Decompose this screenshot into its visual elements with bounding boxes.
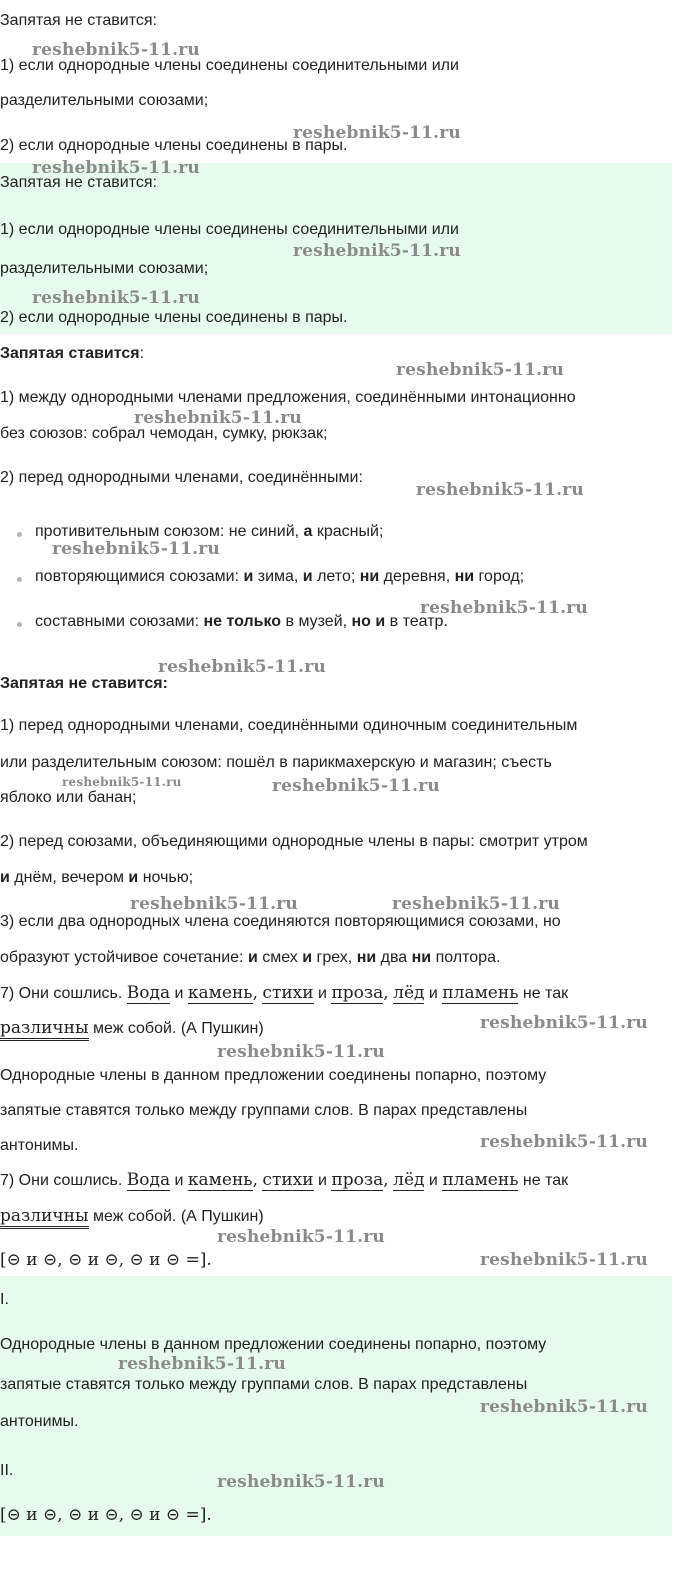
conjunction: и bbox=[424, 985, 443, 1002]
rule-heading: Запятая не ставится: bbox=[0, 12, 157, 29]
subject-word: лёд bbox=[393, 983, 425, 1003]
text-run: смех bbox=[257, 949, 303, 966]
subject-word: стихи bbox=[262, 983, 314, 1003]
subject-word: Вода bbox=[126, 983, 171, 1003]
heading-text: Запятая не ставится: bbox=[0, 675, 168, 692]
text-run: город; bbox=[474, 568, 525, 585]
conjunction: и bbox=[170, 985, 188, 1002]
answer-label: II. bbox=[0, 1462, 14, 1479]
conjunction: и bbox=[313, 1172, 332, 1189]
watermark: reshebnik5-11.ru bbox=[480, 1250, 648, 1270]
text-run: полтора. bbox=[431, 949, 501, 966]
answer-label: I. bbox=[0, 1291, 9, 1308]
bullet-item bbox=[35, 568, 524, 586]
text-run: составными союзами: bbox=[35, 613, 204, 630]
subject-word: пламень bbox=[442, 983, 519, 1003]
subject-word: камень bbox=[187, 983, 253, 1003]
explanation-line: запятые ставятся только между группами слов. В парах представлены bbox=[0, 1102, 528, 1119]
bold-conjunction: но и bbox=[351, 613, 386, 630]
watermark: reshebnik5-11.ru bbox=[392, 894, 560, 914]
text-run: в театр. bbox=[385, 613, 448, 630]
bullet-dot-icon bbox=[17, 532, 22, 537]
rule-line: 2) перед однородными членами, соединёнными: bbox=[0, 469, 363, 486]
task-rest: меж собой. (А Пушкин) bbox=[88, 1208, 264, 1225]
answer-line: запятые ставятся только между группами слов. В парах представлены bbox=[0, 1376, 528, 1393]
bold-conjunction: и bbox=[243, 568, 254, 585]
rule-line bbox=[0, 949, 500, 967]
text-run: в музей, bbox=[281, 613, 352, 630]
heading-colon: : bbox=[139, 345, 145, 362]
bold-conjunction: ни bbox=[359, 568, 380, 585]
rule-line: 1) если однородные члены соединены соединительными или bbox=[0, 221, 459, 238]
watermark: reshebnik5-11.ru bbox=[480, 1397, 648, 1417]
rule-line bbox=[0, 869, 193, 887]
subject-word: пламень bbox=[442, 1170, 519, 1190]
rule-heading bbox=[0, 345, 144, 363]
watermark: reshebnik5-11.ru bbox=[217, 1042, 385, 1062]
rule-line: разделительными союзами; bbox=[0, 260, 209, 277]
task-sentence-cont bbox=[0, 1206, 264, 1226]
watermark: reshebnik5-11.ru bbox=[134, 408, 302, 428]
bold-conjunction: ни bbox=[454, 568, 475, 585]
text-run: днём, вечером bbox=[9, 869, 129, 886]
task-sentence bbox=[0, 983, 568, 1003]
watermark: reshebnik5-11.ru bbox=[217, 1472, 385, 1492]
explanation-line: антонимы. bbox=[0, 1137, 79, 1154]
rule-line: без союзов: собрал чемодан, сумку, рюкзак; bbox=[0, 425, 328, 442]
comma: , bbox=[383, 1170, 389, 1190]
conjunction: и bbox=[424, 1172, 443, 1189]
conjunction: и bbox=[313, 985, 332, 1002]
answer-line: Однородные члены в данном предложении соединены попарно, поэтому bbox=[0, 1336, 547, 1353]
rule-heading: Запятая не ставится: bbox=[0, 174, 157, 191]
bold-conjunction: и bbox=[302, 949, 313, 966]
comma: , bbox=[383, 983, 389, 1003]
rule-line: яблоко или банан; bbox=[0, 789, 137, 806]
task-tail: не так bbox=[518, 1172, 569, 1189]
comma: , bbox=[252, 983, 258, 1003]
text-run: зима, bbox=[253, 568, 303, 585]
rule-line: 3) если два однородных члена соединяются повторяющимися союзами, но bbox=[0, 913, 561, 930]
task-prefix: 7) Они сошлись. bbox=[0, 1172, 127, 1189]
subject-word: Вода bbox=[126, 1170, 171, 1190]
task-prefix: 7) Они сошлись. bbox=[0, 985, 127, 1002]
bold-conjunction: не только bbox=[203, 613, 282, 630]
text-run: грех, bbox=[312, 949, 357, 966]
watermark: reshebnik5-11.ru bbox=[293, 123, 461, 143]
watermark: reshebnik5-11.ru bbox=[52, 539, 220, 559]
rule-line: 2) перед союзами, объединяющими однородные члены в пары: смотрит утром bbox=[0, 833, 588, 850]
watermark: reshebnik5-11.ru bbox=[217, 1227, 385, 1247]
bold-conjunction: ни bbox=[411, 949, 432, 966]
watermark: reshebnik5-11.ru bbox=[62, 775, 182, 789]
comma: , bbox=[252, 1170, 258, 1190]
watermark: reshebnik5-11.ru bbox=[420, 598, 588, 618]
rule-line: 2) если однородные члены соединены в пары. bbox=[0, 137, 348, 154]
bullet-item bbox=[35, 613, 448, 631]
bold-conjunction: и bbox=[247, 949, 258, 966]
task-sentence bbox=[0, 1170, 568, 1190]
subject-word: проза bbox=[331, 983, 384, 1003]
bold-conjunction: ни bbox=[356, 949, 377, 966]
sentence-scheme: [⊝ и ⊝, ⊝ и ⊝, ⊝ и ⊝ =]. bbox=[0, 1505, 212, 1525]
conjunction: и bbox=[170, 1172, 188, 1189]
bullet-dot-icon bbox=[17, 622, 22, 627]
watermark: reshebnik5-11.ru bbox=[293, 241, 461, 261]
watermark: reshebnik5-11.ru bbox=[32, 40, 200, 60]
rule-line: разделительными союзами; bbox=[0, 92, 209, 109]
rule-line: 1) если однородные члены соединены соединительными или bbox=[0, 57, 459, 74]
rule-line: или разделительным союзом: пошёл в парикмахерскую и магазин; съесть bbox=[0, 754, 552, 771]
watermark: reshebnik5-11.ru bbox=[272, 776, 440, 796]
rule-line: 1) между однородными членами предложения, соединёнными интонационно bbox=[0, 389, 576, 406]
bold-conjunction: и bbox=[302, 568, 313, 585]
subject-word: камень bbox=[187, 1170, 253, 1190]
text-run: образуют устойчивое сочетание: bbox=[0, 949, 248, 966]
watermark: reshebnik5-11.ru bbox=[32, 288, 200, 308]
watermark: reshebnik5-11.ru bbox=[32, 158, 200, 178]
text-run: повторяющимися союзами: bbox=[35, 568, 244, 585]
rule-line: 2) если однородные члены соединены в пары. bbox=[0, 309, 348, 326]
text-run: ночью; bbox=[138, 869, 194, 886]
predicate-word: различны bbox=[0, 1206, 89, 1229]
bold-conjunction: и bbox=[0, 869, 10, 886]
text-run: лето; bbox=[312, 568, 360, 585]
rule-heading bbox=[0, 675, 168, 693]
bold-conjunction: а bbox=[303, 523, 313, 540]
text-run: деревня, bbox=[379, 568, 455, 585]
task-tail: не так bbox=[518, 985, 569, 1002]
subject-word: проза bbox=[331, 1170, 384, 1190]
heading-text: Запятая ставится bbox=[0, 345, 140, 362]
explanation-line: Однородные члены в данном предложении соединены попарно, поэтому bbox=[0, 1067, 547, 1084]
task-rest: меж собой. (А Пушкин) bbox=[88, 1020, 264, 1037]
predicate-word: различны bbox=[0, 1018, 89, 1041]
watermark: reshebnik5-11.ru bbox=[416, 480, 584, 500]
watermark: reshebnik5-11.ru bbox=[130, 894, 298, 914]
answer-line: антонимы. bbox=[0, 1413, 79, 1430]
sentence-scheme: [⊝ и ⊝, ⊝ и ⊝, ⊝ и ⊝ =]. bbox=[0, 1250, 212, 1270]
watermark: reshebnik5-11.ru bbox=[158, 657, 326, 677]
watermark: reshebnik5-11.ru bbox=[118, 1354, 286, 1374]
text-run: красный; bbox=[312, 523, 384, 540]
text-run: два bbox=[376, 949, 412, 966]
subject-word: лёд bbox=[393, 1170, 425, 1190]
subject-word: стихи bbox=[262, 1170, 314, 1190]
bullet-dot-icon bbox=[17, 577, 22, 582]
text-run: противительным союзом: не синий, bbox=[35, 523, 304, 540]
watermark: reshebnik5-11.ru bbox=[396, 360, 564, 380]
task-sentence-cont bbox=[0, 1018, 264, 1038]
watermark: reshebnik5-11.ru bbox=[480, 1132, 648, 1152]
rule-line: 1) перед однородными членами, соединёнными одиночным соединительным bbox=[0, 717, 578, 734]
watermark: reshebnik5-11.ru bbox=[480, 1013, 648, 1033]
bold-conjunction: и bbox=[128, 869, 139, 886]
